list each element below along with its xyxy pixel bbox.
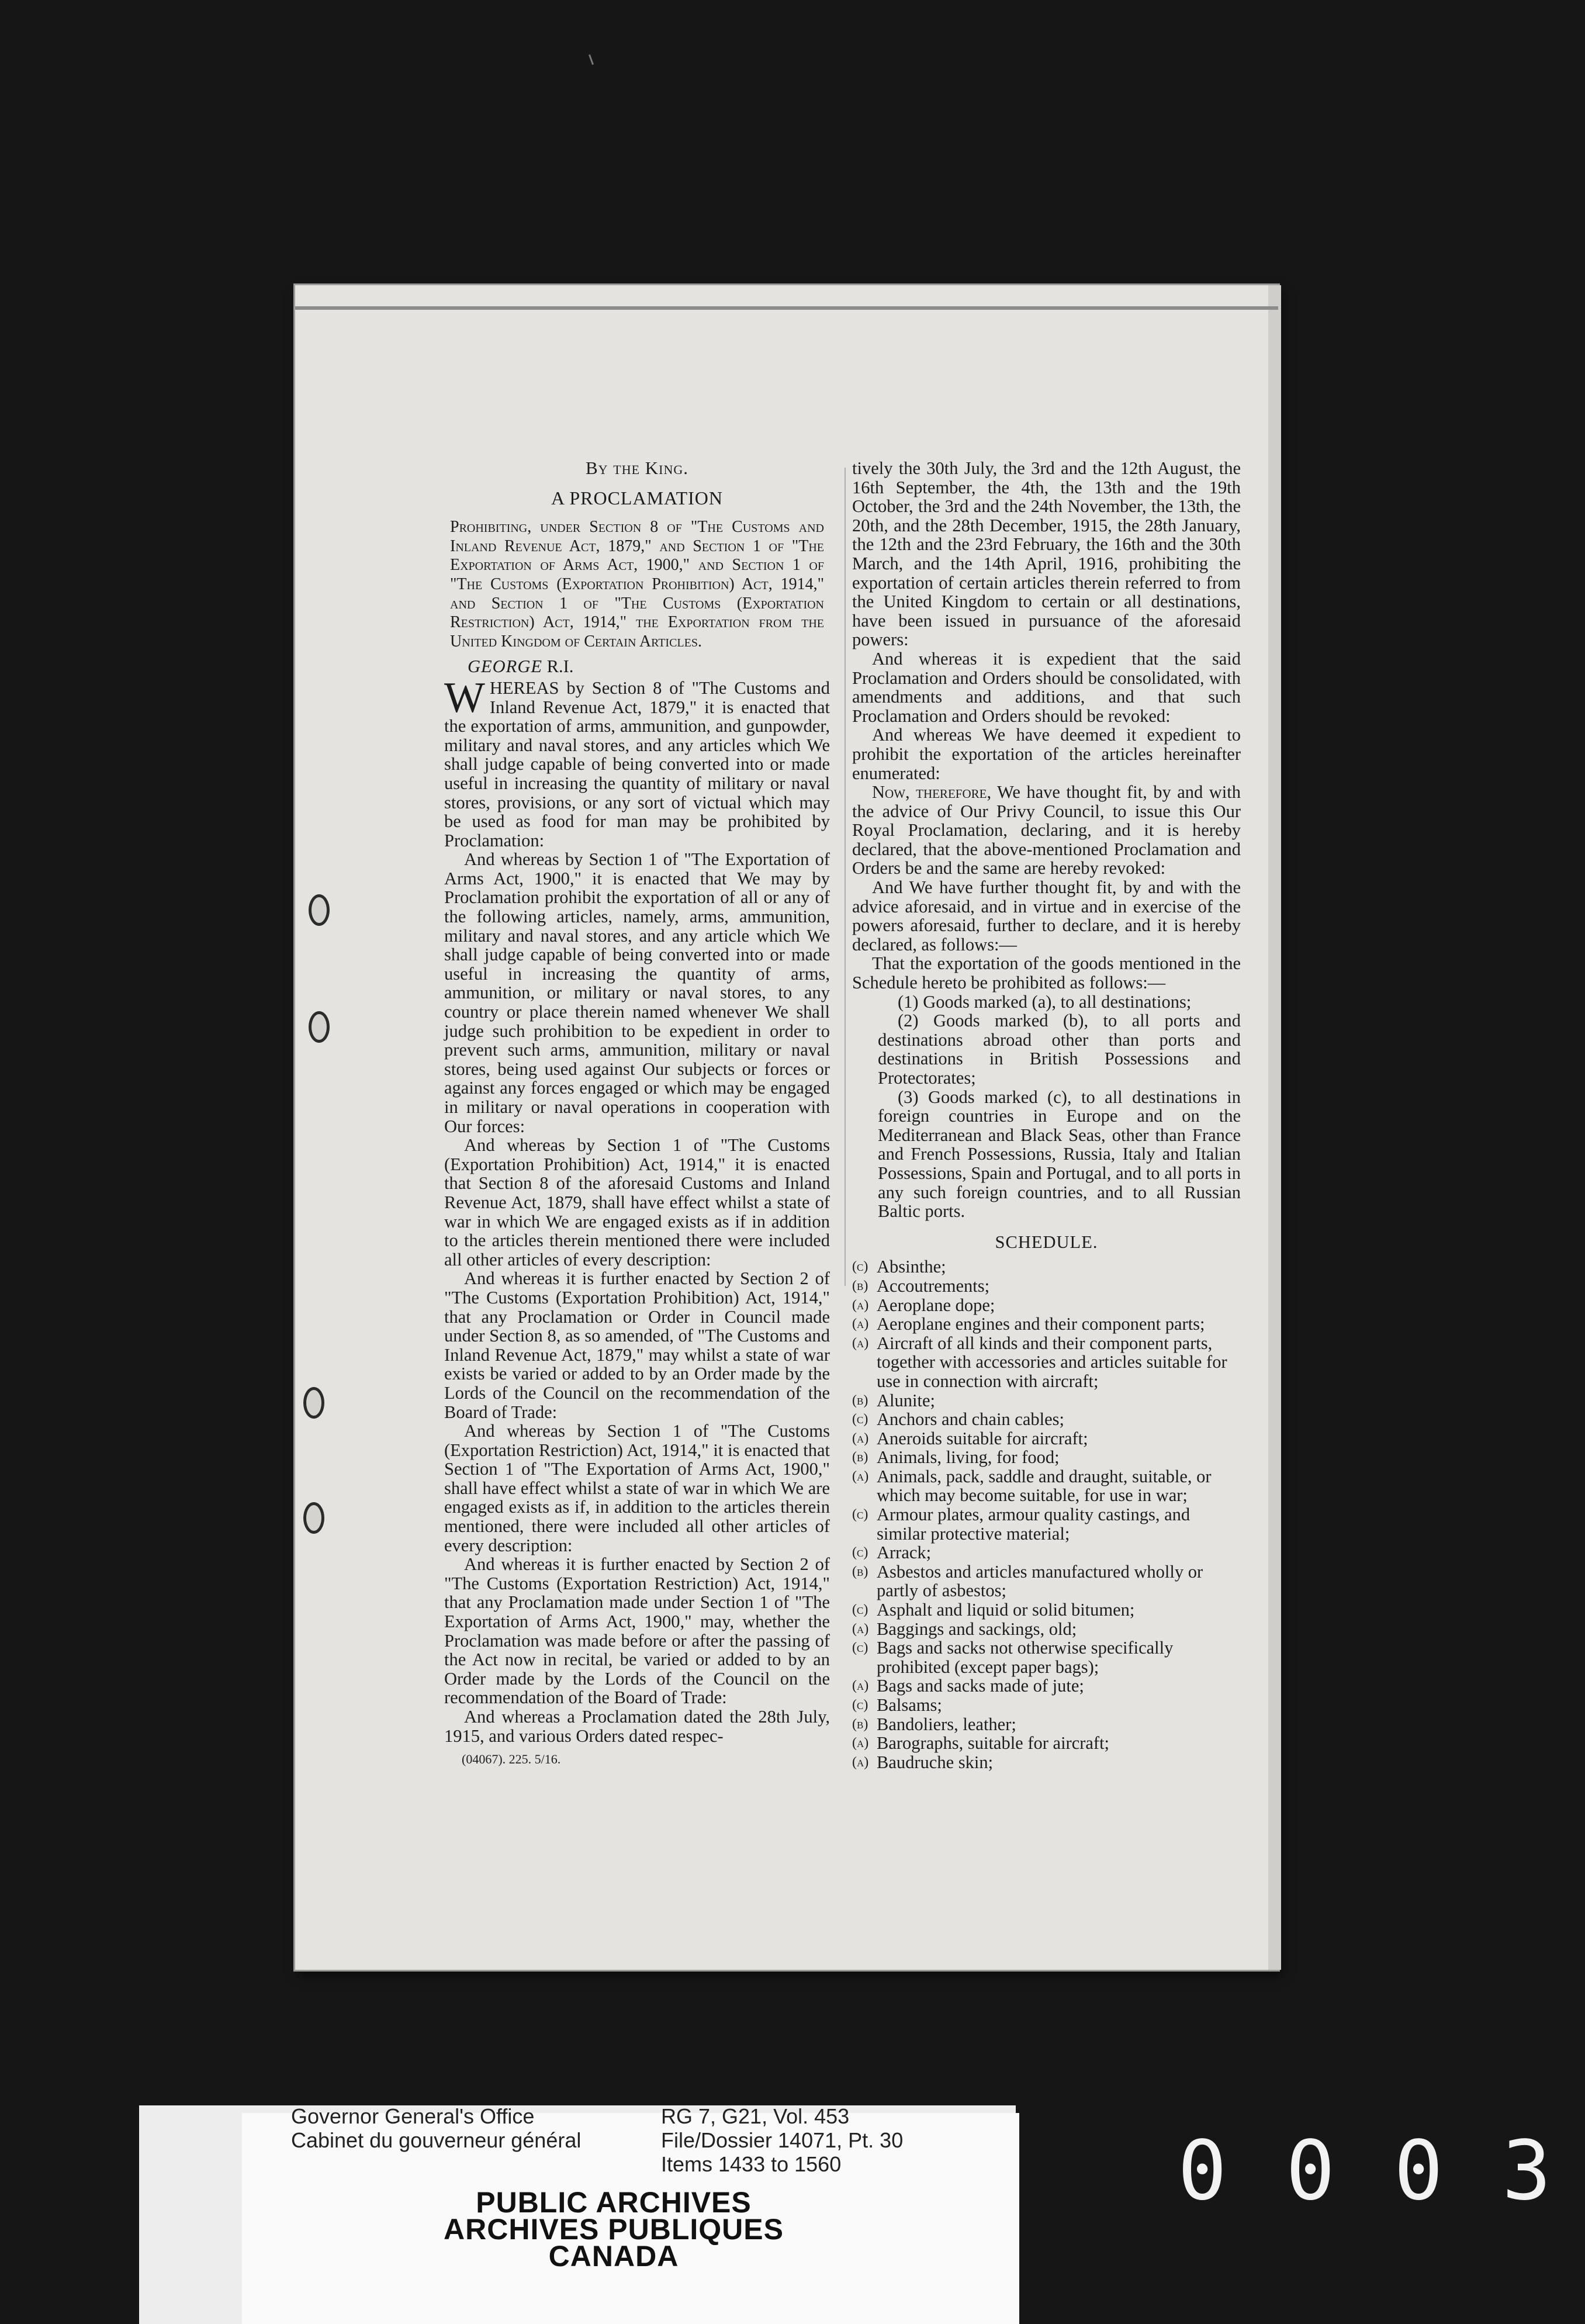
page-edge — [1268, 285, 1281, 1970]
schedule-item-mark: (b) — [852, 1450, 868, 1465]
schedule-item-mark: (c) — [852, 1545, 868, 1561]
paragraph: And whereas it is further enacted by Section 2 of "The Customs (Exportation Restriction) Act, 1914," that any Proclamation made under Section 1 of "The Exportation of Arms Act, 1900," may, whether the Proclamation was made before or after the passing of the Act now in recital, be varied or added to by an Order made by the Lords of the Council on the recommendation of the Board of Trade: — [444, 1554, 830, 1708]
schedule-item — [852, 1638, 1241, 1676]
schedule-item-text: Animals, living, for food; — [877, 1447, 1060, 1468]
heading-by-the-king: By the King. — [585, 458, 689, 478]
stamp-line: CANADA — [548, 2240, 679, 2273]
paragraph: And whereas by Section 1 of "The Exportation of Arms Act, 1900," it is enacted that We may by Proclamation prohibit the exportation of all or any of the following articles, namely, arms, ammunition, military and naval stores, and any article which We shall judge capable of being converted into or made useful in increasing the quantity of arms, ammunition, or military or naval stores, to any country or place therein named whenever We shall judge such prohibition to be expedient in order to prevent such arms, ammunition, military or naval stores, being used against Our subjects or forces or against any forces engaged or which may be engaged in military or naval operations in cooperation with Our forces: — [444, 849, 830, 1136]
schedule-item — [852, 1257, 1241, 1277]
office-french: Cabinet du gouverneur général — [291, 2128, 582, 2152]
paragraph: And whereas it is expedient that the said Proclamation and Orders should be consolidated, with amendments and additions, and that such Proclamation and Orders should be revoked: — [852, 648, 1241, 726]
schedule-item — [852, 1696, 1241, 1715]
film-scratch — [589, 54, 594, 65]
punch-hole — [309, 1011, 330, 1043]
schedule-item-text: Asbestos and articles manufactured wholly or partly of asbestos; — [877, 1561, 1203, 1601]
schedule-item-text: Baggings and sackings, old; — [877, 1618, 1077, 1639]
signature-name: GEORGE — [468, 656, 542, 677]
left-column — [444, 459, 830, 1769]
schedule-item — [852, 1676, 1241, 1696]
stamp-line: ARCHIVES PUBLIQUES — [444, 2213, 784, 2246]
schedule-item — [852, 1600, 1241, 1620]
stamp-line: PUBLIC ARCHIVES — [476, 2186, 752, 2219]
schedule-item-text: Absinthe; — [877, 1257, 946, 1277]
frame-digit: 3 — [1502, 2124, 1552, 2219]
office-english: Governor General's Office — [291, 2104, 535, 2128]
schedule-item-mark: (b) — [852, 1716, 868, 1732]
schedule-item-mark: (a) — [852, 1468, 869, 1484]
schedule-item-mark: (c) — [852, 1507, 868, 1523]
schedule-item-text: Arrack; — [877, 1543, 932, 1563]
schedule-item — [852, 1429, 1241, 1448]
schedule-item-text: Balsams; — [877, 1695, 942, 1715]
schedule-item-text: Anchors and chain cables; — [877, 1409, 1064, 1430]
schedule-item — [852, 1315, 1241, 1334]
schedule-item-mark: (a) — [852, 1735, 869, 1751]
schedule-item — [852, 1296, 1241, 1315]
schedule-item-mark: (c) — [852, 1259, 868, 1275]
schedule-item-mark: (c) — [852, 1640, 868, 1656]
paragraph: tively the 30th July, the 3rd and the 12th August, the 16th September, the 4th, the 13th and the 19th October, the 3rd and the 24th November, the 13th, the 20th, and the 28th December, 1915, the 28th January, the 12th and the 23rd February, the 16th and the 30th March, and the 14th April, 1916, prohibiting the exportation of certain articles therein referred to from the United Kingdom to certain or all destinations, have been issued in pursuance of the aforesaid powers: — [852, 458, 1241, 650]
schedule-item — [852, 1620, 1241, 1639]
schedule-item-text: Aneroids suitable for aircraft; — [877, 1428, 1088, 1448]
paragraph: And whereas by Section 1 of "The Customs (Exportation Prohibition) Act, 1914," it is enacted that Section 8 of the aforesaid Customs and Inland Revenue Act, 1879, shall have effect whilst a state of war in which We are engaged exists as if in addition to the articles therein mentioned there were included all other articles of every description: — [444, 1135, 830, 1270]
schedule-item-text: Alunite; — [877, 1390, 935, 1410]
lead-words: Now, therefore, — [872, 782, 992, 803]
schedule-item-mark: (c) — [852, 1602, 868, 1618]
reference-line: File/Dossier 14071, Pt. 30 — [661, 2128, 904, 2152]
schedule-item-mark: (a) — [852, 1430, 869, 1446]
rule-item: (1) Goods marked (a), to all destinations; — [898, 991, 1192, 1012]
schedule-item-text: Baudruche skin; — [877, 1752, 994, 1772]
schedule-item — [852, 1467, 1241, 1505]
signature-suffix: R.I. — [542, 656, 574, 677]
schedule-item-mark: (a) — [852, 1621, 869, 1637]
label-office — [291, 2104, 581, 2152]
frame-digit: 0 — [1178, 2124, 1227, 2219]
schedule-item-mark: (a) — [852, 1754, 869, 1770]
label-reference — [661, 2104, 903, 2176]
paragraph-text: HEREAS by Section 8 of "The Customs and Inland Revenue Act, 1879," it is enacted that the exportation of arms, ammunition, and gunpowder, military and naval stores, and any articles which We shall judge capable of being converted into or made useful in increasing the quantity of military or naval stores, provisions, or any sort of victual which may be used as food for man may be prohibited by Proclamation: — [444, 677, 830, 850]
print-code: (04067). 225. 5/16. — [462, 1752, 561, 1767]
schedule-list — [852, 1257, 1241, 1772]
column-divider — [845, 468, 846, 1286]
schedule-item-text: Aircraft of all kinds and their component parts, together with accessories and articles suitable for use in connection with aircraft; — [877, 1333, 1227, 1391]
frame-digit: 0 — [1286, 2124, 1335, 2219]
schedule-item — [852, 1410, 1241, 1429]
schedule-item — [852, 1391, 1241, 1410]
schedule-item-mark: (a) — [852, 1316, 869, 1332]
proclamation-title: A PROCLAMATION — [551, 487, 724, 509]
schedule-item-text: Armour plates, armour quality castings, and similar protective material; — [877, 1505, 1191, 1544]
schedule-item-text: Bags and sacks not otherwise specifically prohibited (except paper bags); — [877, 1638, 1174, 1677]
schedule-item — [852, 1543, 1241, 1562]
paragraph: And whereas a Proclamation dated the 28th July, 1915, and various Orders dated respec- — [444, 1707, 830, 1746]
schedule-item-text: Bags and sacks made of jute; — [877, 1676, 1084, 1696]
royal-signature — [468, 657, 830, 676]
schedule-item-mark: (b) — [852, 1278, 868, 1294]
schedule-item — [852, 1277, 1241, 1296]
page-fold-line — [295, 306, 1278, 310]
drop-cap: W — [444, 673, 485, 722]
paragraph: And whereas We have deemed it expedient to prohibit the exportation of the articles hereinafter enumerated: — [852, 725, 1241, 783]
schedule-item-text: Bandoliers, leather; — [877, 1714, 1016, 1734]
punch-hole — [303, 1387, 324, 1419]
reference-line: RG 7, G21, Vol. 453 — [661, 2104, 850, 2128]
schedule-item-mark: (c) — [852, 1412, 868, 1427]
paragraph: And whereas it is further enacted by Section 2 of "The Customs (Exportation Prohibition) Act, 1914," that any Proclamation or Order in Council made under Section 8, as so amended, of "The Customs and Inland Revenue Act, 1879," may whilst a state of war exists be varied or added to by an Order made by the Lords of the Council on the recommendation of the Board of Trade: — [444, 1268, 830, 1422]
frame-digit: 0 — [1394, 2124, 1444, 2219]
archives-stamp — [374, 2186, 853, 2273]
reference-line: Items 1433 to 1560 — [661, 2152, 842, 2176]
schedule-item — [852, 1734, 1241, 1753]
schedule-item — [852, 1715, 1241, 1734]
schedule-item-mark: (b) — [852, 1564, 868, 1579]
schedule-item — [852, 1448, 1241, 1467]
paragraph: That the exportation of the goods mentioned in the Schedule hereto be prohibited as follows:— — [852, 953, 1241, 993]
schedule-item — [852, 1505, 1241, 1543]
schedule-item-text: Accoutrements; — [877, 1275, 990, 1296]
schedule-item-mark: (a) — [852, 1297, 869, 1313]
paragraph-text: We have thought fit, by and with the advice of Our Privy Council, to issue this Our Royal Proclamation, declaring, and it is hereby declared, that the above-mentioned Proclamation and Orders be and the same are hereby revoked: — [852, 782, 1241, 879]
right-column — [852, 459, 1241, 1772]
punch-hole — [303, 1502, 324, 1534]
rule-item: (2) Goods marked (b), to all ports and destinations abroad other than ports and destinations in British Possessions and Protectorates; — [878, 1011, 1241, 1088]
schedule-item — [852, 1334, 1241, 1391]
schedule-item-mark: (b) — [852, 1392, 868, 1408]
schedule-item-mark: (a) — [852, 1678, 869, 1694]
schedule-item-mark: (a) — [852, 1335, 869, 1351]
proclamation-intro: Prohibiting, under Section 8 of "The Customs and Inland Revenue Act, 1879," and Section 1 of "The Exportation of Arms Act, 1900," and Section 1 of "The Customs (Exportation Prohibition) Act, 1914," and Section 1 of "The Customs (Exportation Restriction) Act, 1914," the Exportation from the United Kingdom of Certain Articles. — [450, 518, 824, 651]
schedule-item — [852, 1753, 1241, 1772]
schedule-title: SCHEDULE. — [995, 1232, 1098, 1252]
schedule-item-text: Asphalt and liquid or solid bitumen; — [877, 1600, 1135, 1620]
schedule-item — [852, 1562, 1241, 1600]
schedule-item-text: Aeroplane dope; — [877, 1295, 995, 1315]
punch-hole — [309, 894, 330, 926]
paragraph: And whereas by Section 1 of "The Customs (Exportation Restriction) Act, 1914," it is enacted that Section 1 of "The Exportation of Arms Act, 1900," shall have effect whilst a state of war in which We are engaged exists as if, in addition to the articles therein mentioned, there were included all other articles of every description: — [444, 1421, 830, 1555]
paragraph-now-therefore — [852, 783, 1241, 878]
schedule-item-text: Barographs, suitable for aircraft; — [877, 1733, 1110, 1754]
schedule-item-text: Animals, pack, saddle and draught, suitable, or which may become suitable, for use in war; — [877, 1466, 1212, 1506]
paragraph-whereas — [444, 673, 830, 850]
rule-item: (3) Goods marked (c), to all destinations in foreign countries in Europe and on the Mediterranean and Black Seas, other than France and French Possessions, Russia, Italy and Italian Possessions, Spain and Portugal, and to all ports in any such foreign countries, and to all Russian Baltic ports. — [878, 1087, 1241, 1222]
schedule-item-text: Aeroplane engines and their component parts; — [877, 1314, 1205, 1334]
paragraph: And We have further thought fit, by and with the advice aforesaid, and in virtue and in exercise of the powers aforesaid, further to declare, and it is hereby declared, as follows:— — [852, 877, 1241, 954]
schedule-item-mark: (c) — [852, 1697, 868, 1713]
